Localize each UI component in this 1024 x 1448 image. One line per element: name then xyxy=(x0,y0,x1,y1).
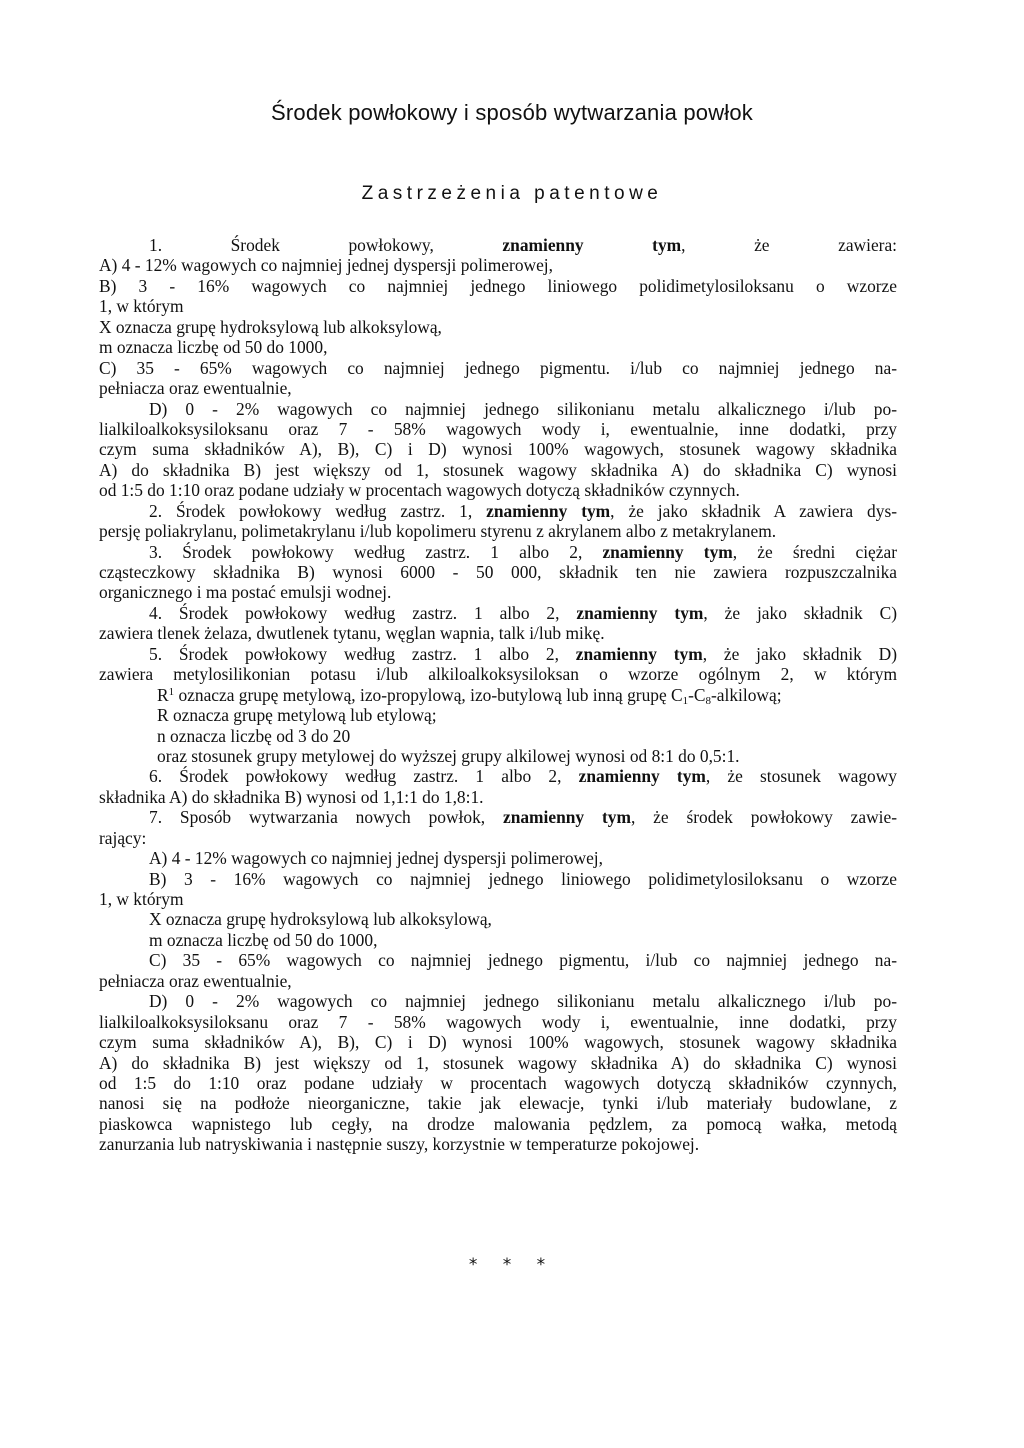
r1-text: oznacza grupę metylową, izo-propylową, izo-butylową lub inną grupę C xyxy=(174,684,683,705)
claim-2-keyword: znamienny tym xyxy=(486,500,611,521)
claim-7-component-d-cont: czym suma składników A), B), C) i D) wynosi 100% wagowych, stosunek wagowy składnika xyxy=(99,1032,897,1053)
claim-1-component-d: D) 0 - 2% wagowych co najmniej jednego silikonianu metalu alkalicznego i/lub po- xyxy=(149,398,897,419)
claim-3-intro-end: , że średni ciężar xyxy=(732,541,898,562)
claim-7-keyword: znamienny tym xyxy=(502,807,631,828)
claim-7-component-d-cont: zanurzania lub natryskiwania i następnie suszy, korzystnie w temperaturze pokojowej. xyxy=(99,1134,700,1155)
r1-subscript-1: 1 xyxy=(682,694,689,707)
claim-5-intro-end: , że jako składnik D) xyxy=(702,643,898,664)
claim-4-cont: zawiera tlenek żelaza, dwutlenek tytanu, węglan wapnia, talk i/lub mikę. xyxy=(99,623,605,644)
claim-6-intro: 6. Środek powłokowy według zastrz. 1 albo 2, xyxy=(149,766,579,787)
r1-subscript-8: 8 xyxy=(705,694,712,707)
claim-7-cont: rający: xyxy=(99,827,147,848)
claim-1-m-definition: m oznacza liczbę od 50 do 1000, xyxy=(99,337,328,358)
end-ornament: * * * xyxy=(468,1255,556,1275)
claim-2-intro: 2. Środek powłokowy według zastrz. 1, xyxy=(149,500,487,521)
claim-1-intro: 1. Środek powłokowy, xyxy=(149,235,503,255)
r1-symbol: R xyxy=(157,684,169,705)
claim-7-component-d-cont: lialkiloalkoksysiloksanu oraz 7 - 58% wagowych wody i, ewentualnie, inne dodatki, przy xyxy=(99,1011,897,1032)
claim-1-intro-end: , że zawiera: xyxy=(681,235,898,255)
claim-1-component-d-cont: lialkiloalkoksysiloksanu oraz 7 - 58% wagowych wody i, ewentualnie, inne dodatki, przy xyxy=(99,418,897,439)
claim-4-line xyxy=(99,603,897,623)
claim-7-component-d-cont: A) do składnika B) jest większy od 1, stosunek wagowy składnika A) do składnika C) wynosi xyxy=(99,1052,897,1073)
claim-6-cont: składnika A) do składnika B) wynosi od 1,1:1 do 1,8:1. xyxy=(99,786,484,807)
claim-7-component-d-cont: od 1:5 do 1:10 oraz podane udziały w procentach wagowych dotyczą składników czynnych, xyxy=(99,1072,897,1093)
claim-7-intro-end: , że środek powłokowy zawie- xyxy=(630,807,898,828)
claim-1-component-a: A) 4 - 12% wagowych co najmniej jednej dyspersji polimerowej, xyxy=(99,255,553,276)
claim-7-line xyxy=(99,807,897,827)
claim-5-line xyxy=(99,644,897,664)
claim-5-r1-definition xyxy=(99,685,897,705)
claim-1-x-definition: X oznacza grupę hydroksylową lub alkoksylową, xyxy=(99,316,442,337)
claim-7-component-d-cont: nanosi się na podłoże nieorganiczne, takie jak elewacje, tynki i/lub materiały budowlane, z xyxy=(99,1093,897,1114)
claim-7-m-definition: m oznacza liczbę od 50 do 1000, xyxy=(149,929,378,950)
claim-6-keyword: znamienny tym xyxy=(578,766,706,787)
claim-7-x-definition: X oznacza grupę hydroksylową lub alkoksylową, xyxy=(149,909,492,930)
claim-5-n-definition: n oznacza liczbę od 3 do 20 xyxy=(157,725,351,746)
claim-2-cont: persję poliakrylanu, polimetakrylanu i/lub kopolimeru styrenu z akrylanem albo z metakrylanem. xyxy=(99,521,777,542)
claim-1-component-c-cont: pełniacza oraz ewentualnie, xyxy=(99,378,292,399)
claim-4-keyword: znamienny tym xyxy=(576,602,704,623)
document-title: Środek powłokowy i sposób wytwarzania powłok xyxy=(270,100,754,125)
claim-3-intro: 3. Środek powłokowy według zastrz. 1 albo 2, xyxy=(149,541,603,562)
claim-2-line xyxy=(99,501,897,521)
claims-body xyxy=(99,235,897,1155)
claim-1-component-b-cont: 1, w którym xyxy=(99,296,184,317)
claim-3-keyword: znamienny tym xyxy=(602,541,733,562)
claim-1-keyword: znamienny tym xyxy=(502,235,682,255)
claim-2-intro-end: , że jako składnik A zawiera dys- xyxy=(610,500,898,521)
claim-1-component-c: C) 35 - 65% wagowych co najmniej jednego pigmentu. i/lub co najmniej jednego na- xyxy=(99,357,897,378)
claim-5-ratio: oraz stosunek grupy metylowej do wyższej grupy alkilowej wynosi od 8:1 do 0,5:1. xyxy=(157,745,740,766)
r1-text-end: -alkilową; xyxy=(711,684,782,705)
section-heading: Zastrzeżenia patentowe xyxy=(361,183,663,204)
claim-7-component-b: B) 3 - 16% wagowych co najmniej jednego liniowego polidimetylosiloksanu o wzorze xyxy=(149,868,897,889)
claim-5-keyword: znamienny tym xyxy=(575,643,703,664)
claim-1-component-d-cont: czym suma składników A), B), C) i D) wynosi 100% wagowych, stosunek wagowy składnika xyxy=(99,439,897,460)
claim-3-line xyxy=(99,542,897,562)
claim-1-line xyxy=(99,235,897,255)
claim-7-component-c-cont: pełniacza oraz ewentualnie, xyxy=(99,970,292,991)
claim-7-component-d-cont: piaskowca wapnistego lub cegły, na drodze malowania pędzlem, za pomocą wałka, metodą xyxy=(99,1113,897,1134)
claim-7-intro: 7. Sposób wytwarzania nowych powłok, xyxy=(149,807,503,828)
claim-3-cont: organicznego i ma postać emulsji wodnej. xyxy=(99,582,392,603)
claim-4-intro-end: , że jako składnik C) xyxy=(703,602,897,623)
claim-7-component-c: C) 35 - 65% wagowych co najmniej jednego pigmentu, i/lub co najmniej jednego na- xyxy=(149,950,897,971)
r1-superscript: 1 xyxy=(168,685,175,698)
claim-5-intro: 5. Środek powłokowy według zastrz. 1 albo 2, xyxy=(149,643,576,664)
claim-4-intro: 4. Środek powłokowy według zastrz. 1 albo 2, xyxy=(149,602,577,623)
claim-6-line xyxy=(99,766,897,786)
claim-3-cont: cząsteczkowy składnika B) wynosi 6000 - 50 000, składnik ten nie zawiera rozpuszczalnika xyxy=(99,562,897,582)
claim-7-component-a: A) 4 - 12% wagowych co najmniej jednej dyspersji polimerowej, xyxy=(149,848,603,869)
claim-1-component-d-cont: A) do składnika B) jest większy od 1, stosunek wagowy składnika A) do składnika C) wynosi xyxy=(99,459,897,480)
claim-6-intro-end: , że stosunek wagowy xyxy=(705,766,898,787)
claim-5-r-definition: R oznacza grupę metylową lub etylową; xyxy=(157,705,437,726)
r1-text-mid: -C xyxy=(688,684,706,705)
claim-1-component-d-cont: od 1:5 do 1:10 oraz podane udziały w procentach wagowych dotyczą składników czynnych. xyxy=(99,480,740,501)
claim-7-component-b-cont: 1, w którym xyxy=(99,889,184,909)
claim-1-component-b: B) 3 - 16% wagowych co najmniej jednego liniowego polidimetylosiloksanu o wzorze xyxy=(99,275,897,296)
claim-5-cont: zawiera metylosilikonian potasu i/lub alkiloalkoksysiloksan o wzorze ogólnym 2, w którym xyxy=(99,664,897,685)
claim-7-component-d: D) 0 - 2% wagowych co najmniej jednego silikonianu metalu alkalicznego i/lub po- xyxy=(149,991,897,1012)
